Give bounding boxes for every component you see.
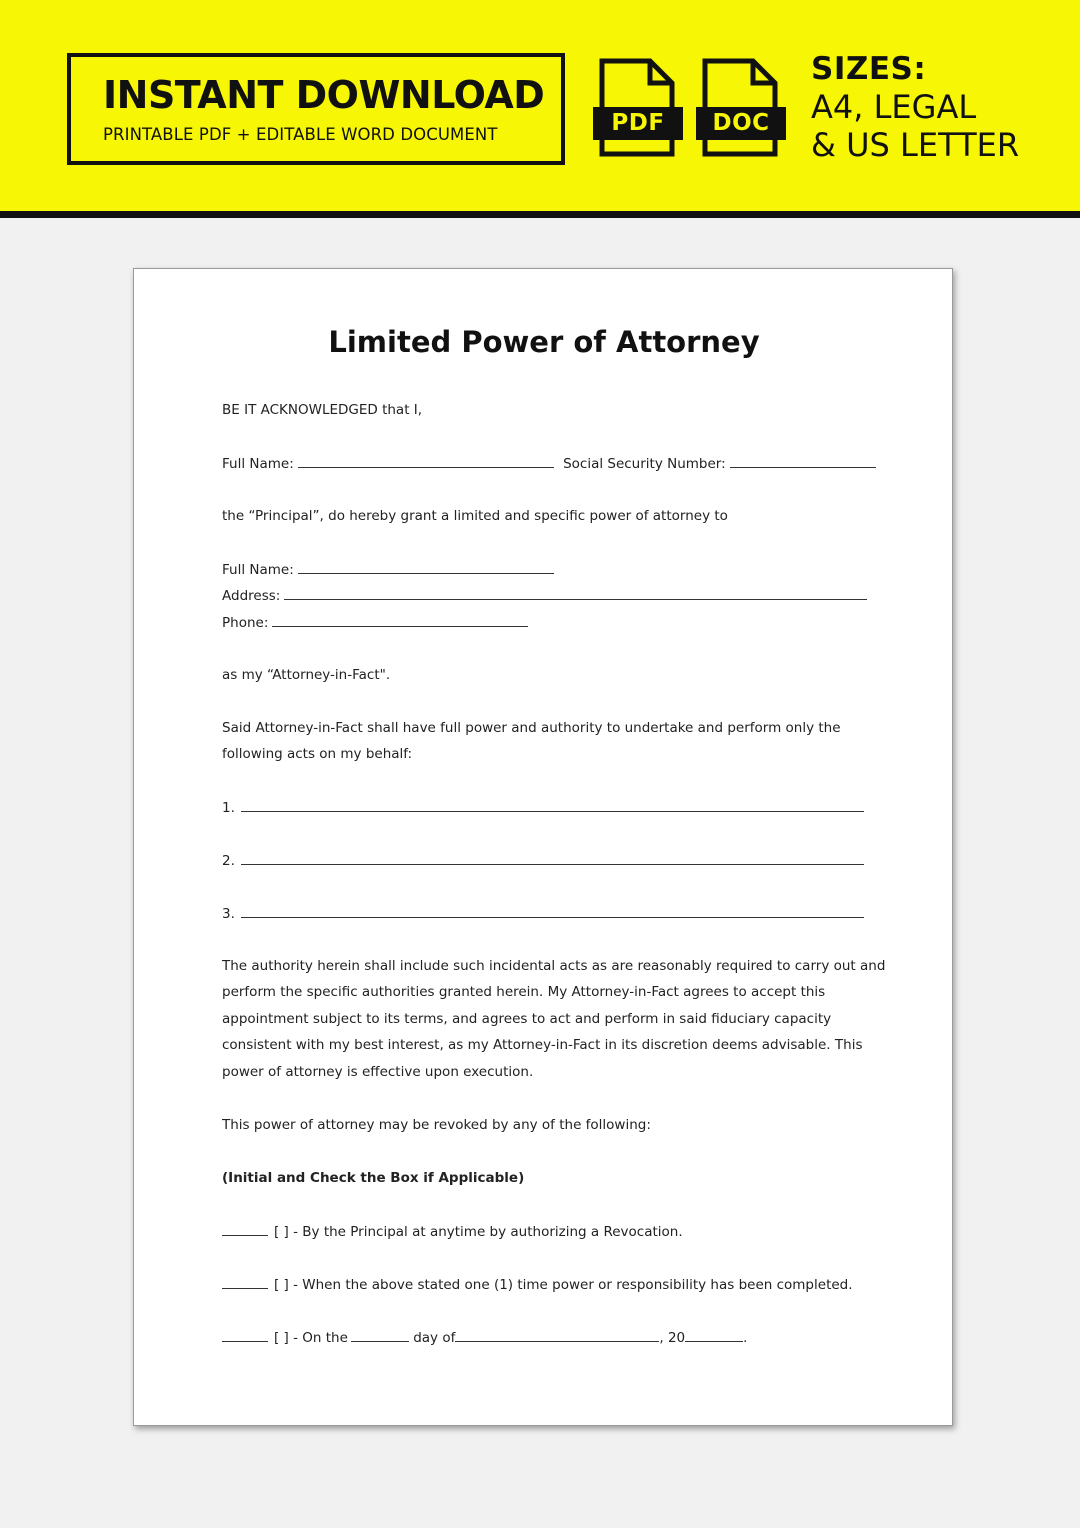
revoke-option-3-day-of: day of: [413, 1330, 456, 1346]
principal-row: [222, 454, 876, 473]
revoke-line: This power of attorney may be revoked by any of the following:: [222, 1117, 651, 1133]
revoke-option-2: [222, 1275, 853, 1294]
act-row-1: [222, 798, 864, 817]
sizes-line-1: A4, LEGAL: [811, 88, 977, 126]
phone-label: Phone:: [222, 615, 269, 631]
incidental-line-1: The authority herein shall include such incidental acts as are reasonably required to carry out and: [222, 958, 886, 974]
phone-row: [222, 613, 528, 632]
sizes-title: SIZES:: [811, 51, 927, 87]
incidental-line-4: consistent with my best interest, as my Attorney-in-Fact in its discretion deems advisable. This: [222, 1037, 863, 1053]
attorney-name-row: [222, 560, 554, 579]
incidental-line-5: power of attorney is effective upon execution.: [222, 1064, 534, 1080]
pdf-file-icon: [593, 58, 687, 158]
attorney-full-name-field[interactable]: [298, 560, 554, 574]
act-field-3[interactable]: [241, 904, 864, 918]
promo-banner: [0, 0, 1080, 211]
attorney-full-name-label: Full Name:: [222, 562, 294, 578]
incidental-line-3: appointment subject to its terms, and agrees to act and perform in said fiduciary capacity: [222, 1011, 832, 1027]
address-field[interactable]: [284, 586, 867, 600]
initials-field-1[interactable]: [222, 1222, 268, 1236]
initials-field-2[interactable]: [222, 1275, 268, 1289]
act-field-1[interactable]: [241, 798, 864, 812]
initial-note: (Initial and Check the Box if Applicable): [222, 1170, 525, 1186]
doc-label: DOC: [696, 107, 786, 140]
address-row: [222, 586, 867, 605]
document-title: Limited Power of Attorney: [328, 325, 760, 359]
revoke-option-2-text[interactable]: [ ] - When the above stated one (1) time power or responsibility has been completed.: [274, 1277, 853, 1293]
instant-download-box: [67, 53, 565, 165]
ssn-label: Social Security Number:: [563, 456, 726, 472]
year-field[interactable]: [685, 1328, 743, 1342]
act-number: 2.: [222, 853, 235, 869]
principal-full-name-label: Full Name:: [222, 456, 294, 472]
authority-line-1: Said Attorney-in-Fact shall have full power and authority to undertake and perform only the: [222, 720, 841, 736]
revoke-option-3-prefix[interactable]: [ ] - On the: [274, 1330, 348, 1346]
acknowledged-line: BE IT ACKNOWLEDGED that I,: [222, 402, 423, 418]
pdf-label: PDF: [593, 107, 683, 140]
incidental-line-2: perform the specific authorities granted herein. My Attorney-in-Fact agrees to accept this: [222, 984, 826, 1000]
act-row-3: [222, 904, 864, 923]
instant-download-subtitle: PRINTABLE PDF + EDITABLE WORD DOCUMENT: [103, 125, 498, 144]
phone-field[interactable]: [272, 613, 528, 627]
act-row-2: [222, 851, 864, 870]
sizes-info: [811, 50, 1019, 164]
act-number: 3.: [222, 906, 235, 922]
ssn-field[interactable]: [730, 454, 876, 468]
document-page: [133, 268, 953, 1426]
day-field[interactable]: [351, 1328, 409, 1342]
principal-full-name-field[interactable]: [298, 454, 554, 468]
act-field-2[interactable]: [241, 851, 864, 865]
attorney-in-fact-line: as my “Attorney-in-Fact".: [222, 667, 391, 683]
authority-line-2: following acts on my behalf:: [222, 746, 413, 762]
revoke-option-3-end: .: [743, 1330, 748, 1346]
doc-file-icon: [696, 58, 790, 158]
initials-field-3[interactable]: [222, 1328, 268, 1342]
revoke-option-3-year: , 20: [659, 1330, 686, 1346]
revoke-option-3: [222, 1328, 747, 1347]
sizes-line-2: & US LETTER: [811, 126, 1020, 164]
grant-line: the “Principal”, do hereby grant a limited and specific power of attorney to: [222, 508, 728, 524]
act-number: 1.: [222, 800, 235, 816]
instant-download-title: INSTANT DOWNLOAD: [103, 73, 545, 117]
month-field[interactable]: [455, 1328, 659, 1342]
revoke-option-1: [222, 1222, 683, 1241]
address-label: Address:: [222, 588, 281, 604]
banner-divider: [0, 211, 1080, 218]
revoke-option-1-text[interactable]: [ ] - By the Principal at anytime by authorizing a Revocation.: [274, 1224, 683, 1240]
